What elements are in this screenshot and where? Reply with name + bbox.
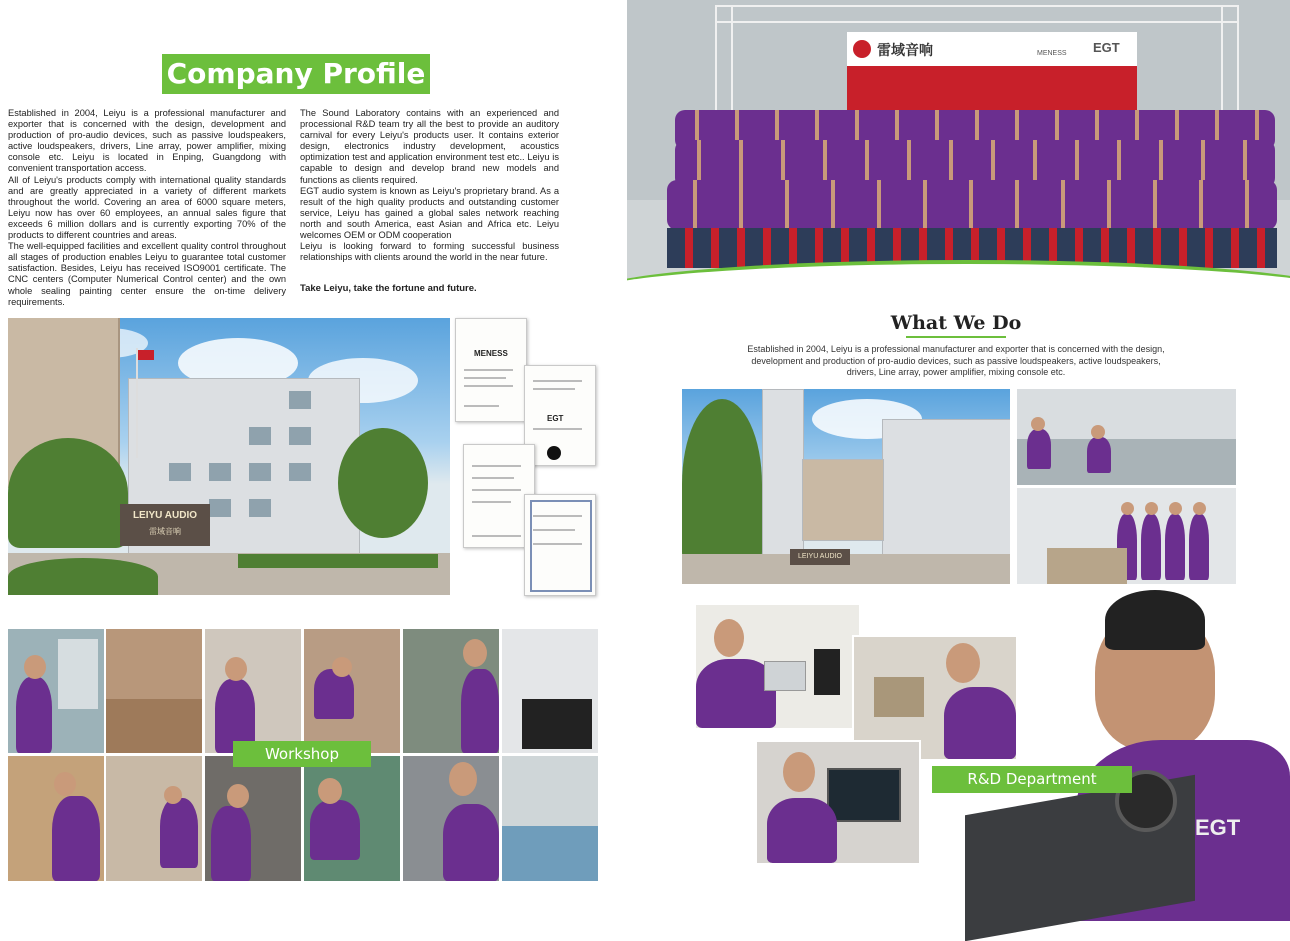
stage-banner (847, 32, 1137, 66)
banner-cn-text: 雷域音响 (877, 42, 933, 58)
certificate-brand: MENESS (474, 349, 508, 358)
banner-brand-meness: MENESS (1037, 50, 1067, 57)
profile-paragraph: The Sound Laboratory contains with an experienced and processional R&D team try all the best to provide an auditory carnival for every Leiyu's products user. It contains exterior design, electronics industry development, acoustics optimization test and application environment test etc.. Leiyu is capable to design and develop brand new models and functions as clients required. (300, 108, 559, 185)
workshop-photo (304, 756, 400, 881)
building-sign-text: LEIYU AUDIO (132, 510, 198, 521)
certificate-meness (455, 318, 527, 422)
certificate-brand: EGT (547, 414, 564, 423)
speaker-engineer-photo (965, 590, 1290, 921)
profile-paragraph: EGT audio system is known as Leiyu's proprietary brand. As a result of the high quality products and outstanding customer service, Leiyu has gained a global sales network reaching north and south America, east Asian and Africa etc. Leiyu welcomes OEM or ODM cooperation (300, 185, 559, 241)
factory-sign: LEIYU AUDIO (790, 549, 850, 565)
workshop-photo (106, 756, 202, 881)
workshop-photo (106, 629, 202, 753)
profile-column-1 (8, 108, 286, 308)
workshop-photo (502, 756, 598, 881)
workshop-photo (8, 629, 104, 753)
workshop-photo (403, 629, 499, 753)
office-photo (1017, 389, 1236, 485)
team-photo (627, 0, 1290, 295)
profile-paragraph: Established in 2004, Leiyu is a professional manufacturer and exporter that is concerned with the design, development and production of pro-audio devices, such as passive loudspeakers, active loudspeakers, drivers, Line array, power amplifier, mixing console etc. Leiyu is located in Enping, Guangdong with convenient transportation access. (8, 108, 286, 174)
brand-logo-icon (853, 40, 871, 58)
workshop-label: Workshop (233, 741, 371, 767)
building-sign-cn: 雷域音响 (149, 527, 181, 536)
office-team-photo (1017, 488, 1236, 584)
profile-paragraph: Leiyu is looking forward to forming successful business relationships with clients around the world in the near future. (300, 241, 559, 263)
what-we-do-title: What We Do (890, 312, 1022, 334)
workshop-photo (8, 756, 104, 881)
workshop-photo (403, 756, 499, 881)
profile-paragraph: All of Leiyu's products comply with international quality standards and are greatly appreciated in a variety of different markets throughout the world. Covering an area of 6000 square meters, Leiyu now has over 60 employees, an annual sales figure that exceeds 6 million dollars and is currently exporting 70% of the products to different countries and areas. (8, 174, 286, 241)
workshop-photo (502, 629, 598, 753)
profile-column-2 (300, 108, 559, 263)
workshop-photo (205, 756, 301, 881)
title-underline (906, 336, 1006, 338)
building-sign (120, 504, 210, 546)
speaker-logo: EGT (1195, 815, 1241, 840)
workshop-photo (304, 629, 400, 753)
company-profile-title: Company Profile (162, 54, 430, 94)
rd-laptop-photo (696, 605, 859, 728)
what-we-do-text: Established in 2004, Leiyu is a professional manufacturer and exporter that is concerned with the design, development and production of pro-audio devices, such as passive loudspeakers, active loudspeakers, drivers, Line array, power amplifier, mixing console etc. (747, 344, 1165, 377)
rd-department-label: R&D Department (932, 766, 1132, 793)
banner-brand-egt: EGT (1093, 40, 1120, 55)
factory-building-photo (8, 318, 450, 595)
profile-paragraph: The well-equipped facilities and excellent quality control throughout all stages of production enables Leiyu to guarantee total customer satisfaction. Besides, Leiyu has received ISO9001 certificate. The CNC centers (Computer Numerical Control center) and the own whole sealing painting center ensure the on-time delivery requirements. (8, 241, 286, 307)
certificate-iso (524, 494, 596, 596)
rd-computer-photo (755, 740, 921, 865)
factory-courtyard-photo (682, 389, 1010, 584)
tagline: Take Leiyu, take the fortune and future. (300, 283, 477, 294)
workshop-photo (205, 629, 301, 753)
